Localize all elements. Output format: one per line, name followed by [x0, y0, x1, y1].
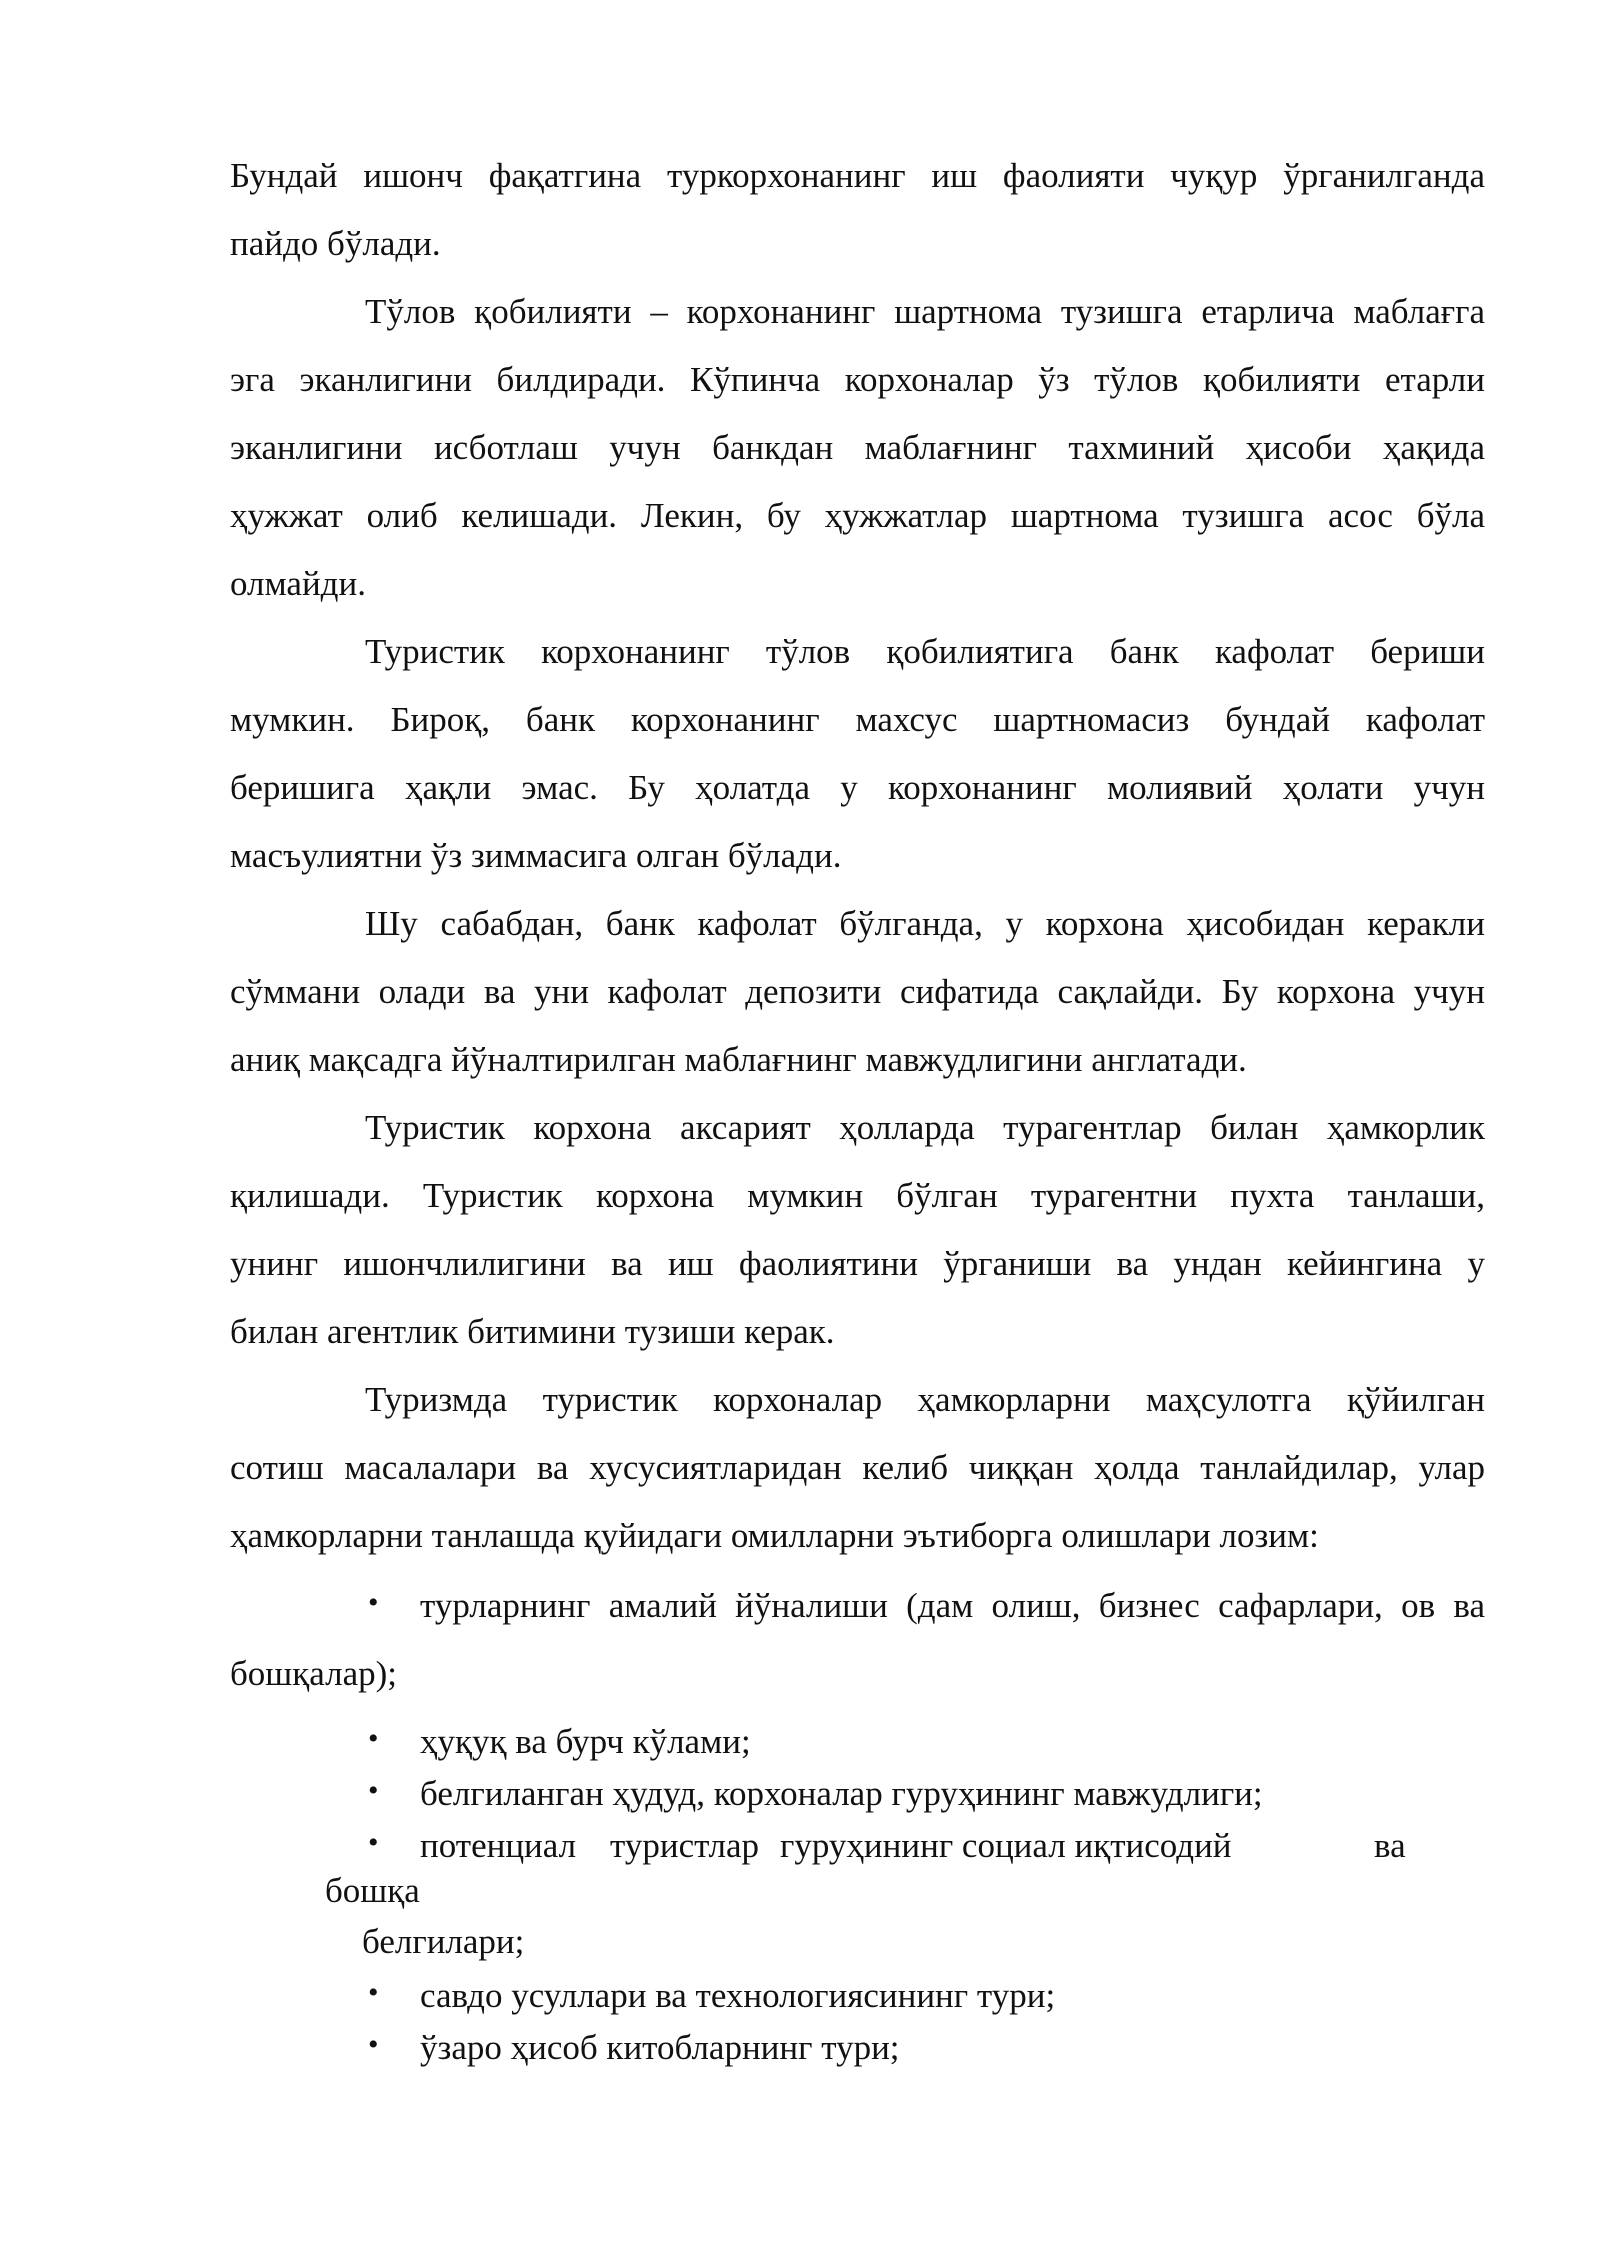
- list-item-1-line-1: турларнинг амалий йўналиши (дам олиш, бизнес сафарлари, ов ва: [420, 1586, 1485, 1625]
- bullet-marker: •: [368, 1586, 379, 1619]
- p2-line-2: эга эканлигини билдиради. Кўпинча корхоналар ўз тўлов қобилияти етарли: [230, 360, 1485, 399]
- p5-line-1: Туристик корхона аксарият ҳолларда турагентлар билан ҳамкорлик: [365, 1108, 1485, 1147]
- bullet-marker: •: [368, 2028, 379, 2061]
- bullet-marker: •: [368, 1722, 379, 1755]
- p4-line-2: сўммани олади ва уни кафолат депозити сифатида сақлайди. Бу корхона учун: [230, 972, 1485, 1011]
- list-item-2: ҳуқуқ ва бурч кўлами;: [420, 1722, 751, 1761]
- p2-line-5: олмайди.: [230, 564, 366, 603]
- list-item-4-word-3: гуруҳининг социал иқтисодий: [780, 1826, 1232, 1865]
- list-item-1-line-2: бошқалар);: [230, 1654, 397, 1693]
- list-item-5: савдо усуллари ва технологиясининг тури;: [420, 1976, 1056, 2015]
- p4-line-1: Шу сабабдан, банк кафолат бўлганда, у корхона ҳисобидан керакли: [365, 904, 1485, 943]
- p2-line-4: ҳужжат олиб келишади. Лекин, бу ҳужжатлар шартнома тузишга асос бўла: [230, 496, 1485, 535]
- list-item-4-word-2: туристлар: [610, 1826, 760, 1865]
- p2-line-1: Тўлов қобилияти – корхонанинг шартнома тузишга етарлича маблағга: [365, 292, 1485, 331]
- p1-line-2: пайдо бўлади.: [230, 224, 441, 263]
- p1-line-1: Бундай ишонч фақатгина туркорхонанинг иш фаолияти чуқур ўрганилганда: [230, 156, 1485, 195]
- p4-line-3: аниқ мақсадга йўналтирилган маблағнинг мавжудлигини англатади.: [230, 1040, 1247, 1079]
- p5-line-4: билан агентлик битимини тузиши керак.: [230, 1312, 835, 1351]
- p2-line-3: эканлигини исботлаш учун банкдан маблағнинг тахминий ҳисоби ҳақида: [230, 428, 1485, 467]
- list-item-4-word-5: бошқа: [325, 1871, 420, 1910]
- p6-line-2: сотиш масалалари ва хусусиятларидан келиб чиққан ҳолда танлайдилар, улар: [230, 1448, 1485, 1487]
- p6-line-3: ҳамкорларни танлашда қуйидаги омилларни эътиборга олишлари лозим:: [230, 1516, 1319, 1555]
- p5-line-2: қилишади. Туристик корхона мумкин бўлган турагентни пухта танлаши,: [230, 1176, 1485, 1215]
- bullet-marker: •: [368, 1976, 379, 2009]
- p5-line-3: унинг ишончлилигини ва иш фаолиятини ўрганиши ва ундан кейингина у: [230, 1244, 1485, 1283]
- list-item-3: белгиланган ҳудуд, корхоналар гуруҳининг мавжудлиги;: [420, 1774, 1263, 1813]
- p3-line-1: Туристик корхонанинг тўлов қобилиятига банк кафолат бериши: [365, 632, 1485, 671]
- bullet-marker: •: [368, 1774, 379, 1807]
- bullet-marker: •: [368, 1826, 379, 1859]
- p3-line-4: масъулиятни ўз зиммасига олган бўлади.: [230, 836, 842, 875]
- list-item-4-word-1: потенциал: [420, 1826, 577, 1865]
- p3-line-3: беришига ҳақли эмас. Бу ҳолатда у корхонанинг молиявий ҳолати учун: [230, 768, 1485, 807]
- list-item-4-word-4: ва: [1374, 1826, 1406, 1865]
- p6-line-1: Туризмда туристик корхоналар ҳамкорларни маҳсулотга қўйилган: [365, 1380, 1485, 1419]
- list-item-6: ўзаро ҳисоб китобларнинг тури;: [420, 2028, 900, 2067]
- list-item-4-line-3: белгилари;: [362, 1922, 525, 1961]
- p3-line-2: мумкин. Бироқ, банк корхонанинг махсус шартномасиз бундай кафолат: [230, 700, 1485, 739]
